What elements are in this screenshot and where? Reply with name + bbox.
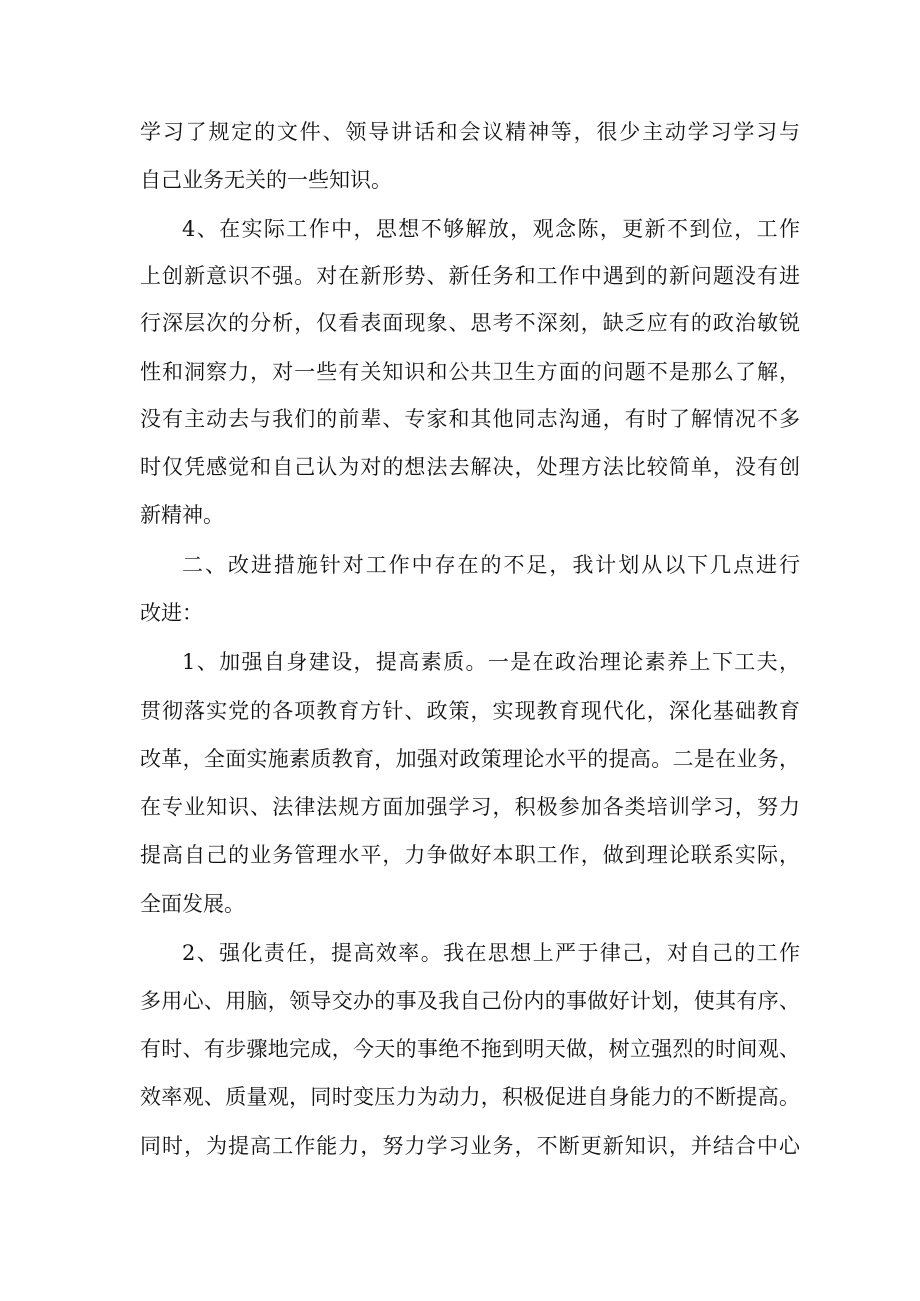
paragraph-start-line: 1、加强自身建设，提高素质。一是在政治理论素养上下工夫，: [182, 650, 800, 674]
text-line: 全面发展。: [140, 892, 245, 916]
paragraph-start-line: 4、在实际工作中，思想不够解放，观念陈，更新不到位，工作: [182, 217, 800, 241]
paragraph-start-line: 2、强化责任，提高效率。我在思想上严于律己，对自己的工作: [182, 941, 800, 965]
text-line: 多用心、用脑，领导交办的事及我自己份内的事做好计划，使其有序、: [140, 989, 800, 1013]
text-line: 改革，全面实施素质教育，加强对政策理论水平的提高。二是在业务，: [140, 747, 800, 771]
text-line: 在专业知识、法律法规方面加强学习，积极参加各类培训学习，努力: [140, 795, 800, 819]
text-line: 学习了规定的文件、领导讲话和会议精神等，很少主动学习学习与: [140, 120, 800, 144]
text-line: 时仅凭感觉和自己认为对的想法去解决，处理方法比较简单，没有创: [140, 455, 800, 479]
text-line: 有时、有步骤地完成，今天的事绝不拖到明天做，树立强烈的时间观、: [140, 1037, 800, 1061]
text-line: 提高自己的业务管理水平，力争做好本职工作，做到理论联系实际，: [140, 843, 800, 867]
text-line: 改进：: [140, 601, 203, 625]
text-line: 效率观、质量观，同时变压力为动力，积极促进自身能力的不断提高。: [140, 1085, 800, 1109]
text-line: 行深层次的分析，仅看表面现象、思考不深刻，缺乏应有的政治敏锐: [140, 311, 800, 335]
text-line: 上创新意识不强。对在新形势、新任务和工作中遇到的新问题没有进: [140, 264, 800, 288]
text-line: 同时，为提高工作能力，努力学习业务，不断更新知识，并结合中心: [140, 1134, 800, 1158]
text-line: 新精神。: [140, 503, 224, 527]
text-line: 自己业务无关的一些知识。: [140, 168, 392, 192]
text-line: 性和洞察力，对一些有关知识和公共卫生方面的问题不是那么了解，: [140, 360, 800, 384]
section-heading-line: 二、改进措施针对工作中存在的不足，我计划从以下几点进行: [182, 553, 800, 577]
text-line: 贯彻落实党的各项教育方针、政策，实现教育现代化，深化基础教育: [140, 699, 800, 723]
text-line: 没有主动去与我们的前辈、专家和其他同志沟通，有时了解情况不多: [140, 407, 800, 431]
